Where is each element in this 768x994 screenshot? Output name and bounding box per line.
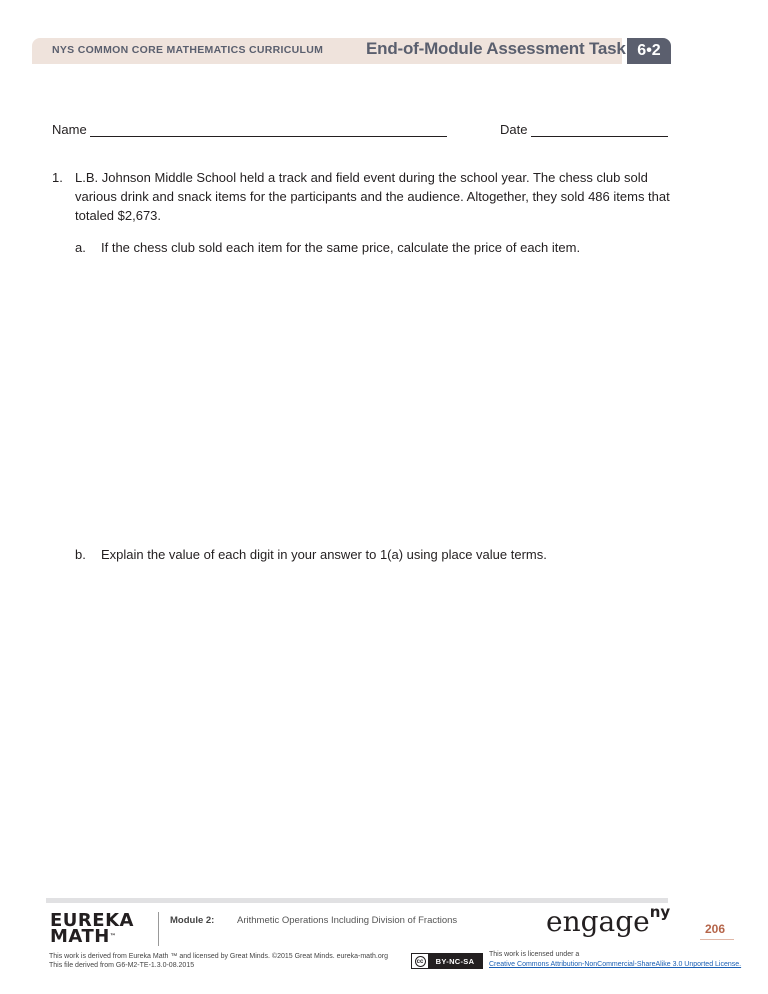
part-a-answer-area[interactable]: [75, 262, 675, 524]
part-a-label: a.: [75, 240, 86, 255]
creative-commons-icon: cc: [412, 954, 428, 968]
logo-line-1: EUREKA: [50, 910, 134, 931]
credit-line-1: This work is derived from Eureka Math ™ and licensed by Great Minds. ©2015 Great Minds. eureka-math.org: [49, 953, 388, 960]
module-label: Module 2:: [170, 915, 215, 926]
module-title: Arithmetic Operations Including Division of Fractions: [237, 915, 458, 926]
credit-line-2: This file derived from G6-M2-TE-1.3.0-08.2015: [49, 962, 195, 969]
part-b-answer-area[interactable]: [75, 570, 675, 880]
part-a-text: If the chess club sold each item for the same price, calculate the price of each item.: [101, 240, 581, 255]
document-title: End-of-Module Assessment Task: [366, 39, 626, 58]
page-number: 206: [705, 922, 726, 936]
footer-divider: [46, 898, 668, 903]
cc-license-type: BY-NC-SA: [428, 954, 482, 968]
cc-license-badge: [411, 953, 483, 969]
curriculum-label: NYS COMMON CORE MATHEMATICS CURRICULUM: [52, 44, 324, 56]
eureka-math-logo: [50, 910, 134, 947]
page-number-underline: [700, 939, 734, 940]
footer-separator: [158, 912, 159, 946]
part-b-label: b.: [75, 547, 86, 562]
credit-text: [49, 952, 388, 970]
part-b-text: Explain the value of each digit in your answer to 1(a) using place value terms.: [101, 547, 547, 562]
question-text: L.B. Johnson Middle School held a track and field event during the school year. The chess club sold various drink and snack items for the participants and the audience. Altogether, they sold 486 items that totaled $2,673.: [75, 170, 670, 223]
engageny-logo: engage$^{ny}$: [546, 903, 671, 938]
question-number: 1.: [52, 170, 63, 185]
date-label: Date: [500, 122, 528, 137]
date-field[interactable]: [531, 136, 668, 137]
name-label: Name: [52, 122, 87, 137]
name-field[interactable]: [90, 136, 447, 137]
grade-module-badge: 6•2: [627, 38, 671, 64]
logo-line-2: MATH™: [50, 926, 117, 947]
license-text: This work is licensed under a: [489, 951, 580, 958]
license-link[interactable]: Creative Commons Attribution-NonCommercial-ShareAlike 3.0 Unported License.: [489, 961, 742, 968]
